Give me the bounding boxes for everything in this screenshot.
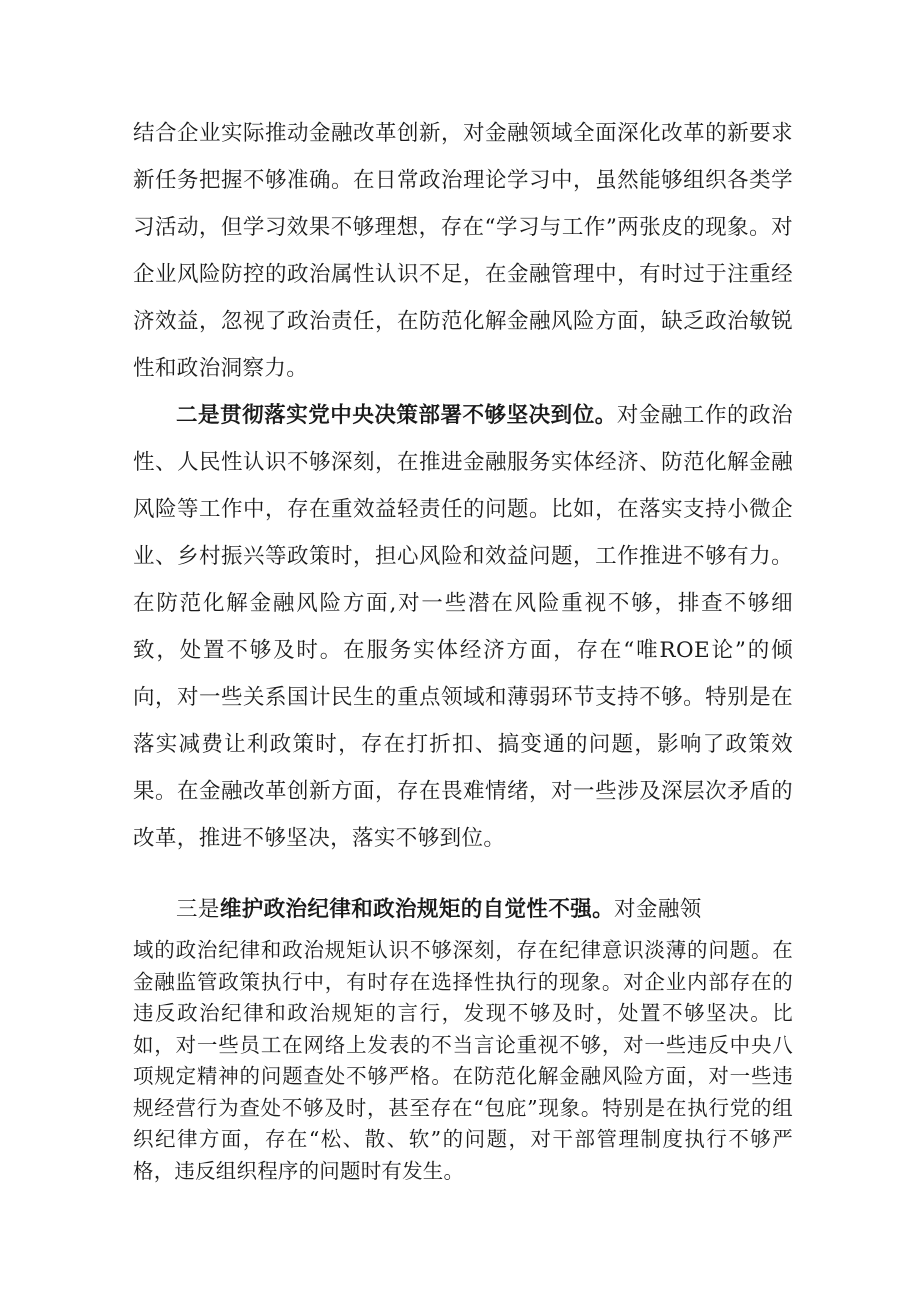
point-two-body: 对金融工作的政治性、人民性认识不够深刻，在推进金融服务实体经济、防范化解金融风险等工作中，存在重效益轻责任的问题。比如，在落实支持小微企业、乡村振兴等政策时，担心风险和效益问题，工作推进不够有力。在防范化解金融风险方面,对一些潜在风险重视不够，排查不够细致，处置不够及时。在服务实体经济方面，存在“唯ROE论”的倾向，对一些关系国计民生的重点领域和薄弱环节支持不够。特别是在落实减费让利政策时，存在打折扣、搞变通的问题，影响了政策效果。在金融改革创新方面，存在畏难情绪，对一些涉及深层次矛盾的改革，推进不够坚决，落实不够到位。 [133,403,793,851]
paragraph-continuation: 结合企业实际推动金融改革创新，对金融领域全面深化改革的新要求新任务把握不够准确。在日常政治理论学习中，虽然能够组织各类学习活动，但学习效果不够理想，存在“学习与工作”两张皮的现象。对企业风险防控的政治属性认识不足，在金融管理中，有时过于注重经济效益，忽视了政治责任，在防范化解金融风险方面，缺乏政治敏锐性和政治洞察力。 [133,121,793,381]
point-three-heading: 维护政治纪律和政治规矩的自觉性不强。 [219,897,615,922]
point-three-prefix: 三是 [176,897,220,922]
paragraph-point-three-heading-line [133,886,793,933]
paragraph-point-two [133,392,793,862]
point-two-heading: 二是贯彻落实党中央决策部署不够坚决到位。 [176,403,617,428]
document-page [133,110,793,1187]
point-three-body: 域的政治纪律和政治规矩认识不够深刻，存在纪律意识淡薄的问题。在金融监管政策执行中，有时存在选择性执行的现象。对企业内部存在的违反政治纪律和政治规矩的言行，发现不够及时，处置不够坚决。比如，对一些员工在网络上发表的不当言论重视不够，对一些违反中央八项规定精神的问题查处不够严格。在防范化解金融风险方面，对一些违规经营行为查处不够及时，甚至存在“包庇”现象。特别是在执行党的组织纪律方面，存在“松、散、软”的问题，对干部管理制度执行不够严格，违反组织程序的问题时有发生。 [133,938,793,1183]
point-three-tail: 对金融领 [614,897,702,922]
